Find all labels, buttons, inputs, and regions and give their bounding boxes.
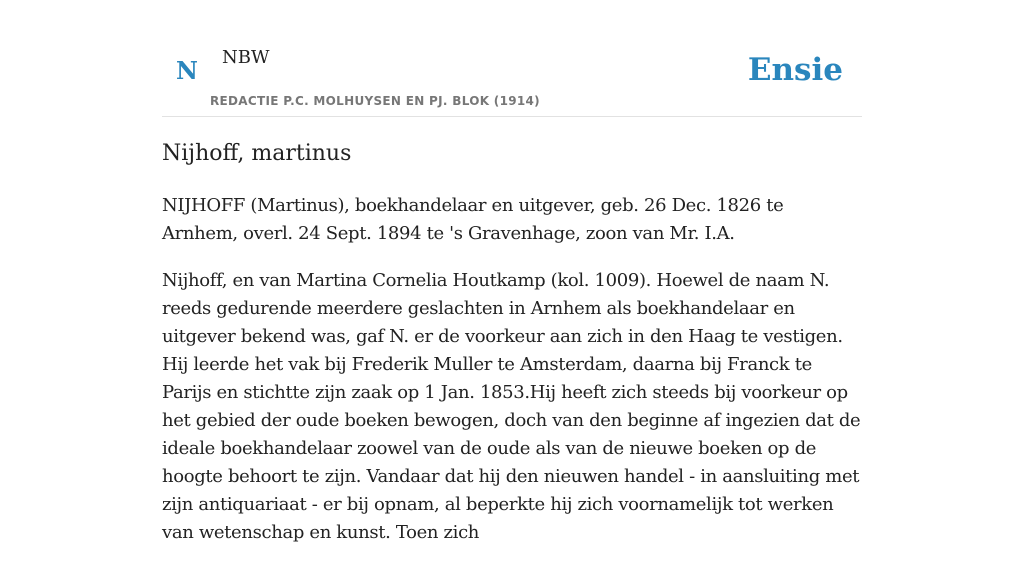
site-header: [162, 0, 862, 117]
article-title: Nijhoff, martinus: [162, 141, 352, 166]
source-name[interactable]: NBW: [222, 47, 270, 68]
brand-logo-link[interactable]: Ensie: [747, 52, 843, 88]
article-paragraph: Nijhoff, en van Martina Cornelia Houtkamp (kol. 1009). Hoewel de naam N. reeds gedurende meerdere geslachten in Arnhem als boekhandelaar en uitgever bekend was, gaf N. er de voorkeur aan zich in den Haag te vestigen. Hij leerde het vak bij Frederik Muller te Amsterdam, daarna bij Franck te Parijs en stichtte zijn zaak op 1 Jan. 1853.Hij heeft zich steeds bij voorkeur op het gebied der oude boeken bewogen, doch van den beginne af ingezien dat de ideale boekhandelaar zoowel van de oude als van de nieuwe boeken op de hoogte behoort te zijn. Vandaar dat hij den nieuwen handel - in aansluiting met zijn antiquariaat - er bij opnam, al beperkte hij zich voornamelijk tot werken van wetenschap en kunst. Toen zich: [162, 270, 861, 543]
source-logo-letter[interactable]: N: [176, 56, 198, 85]
article-paragraph: NIJHOFF (Martinus), boekhandelaar en uitgever, geb. 26 Dec. 1826 te Arnhem, overl. 24 Sept. 1894 te 's Gravenhage, zoon van Mr. I.A.: [162, 195, 784, 244]
article-body: [162, 192, 862, 566]
source-subtitle: REDACTIE P.C. MOLHUYSEN EN PJ. BLOK (1914): [210, 94, 540, 108]
